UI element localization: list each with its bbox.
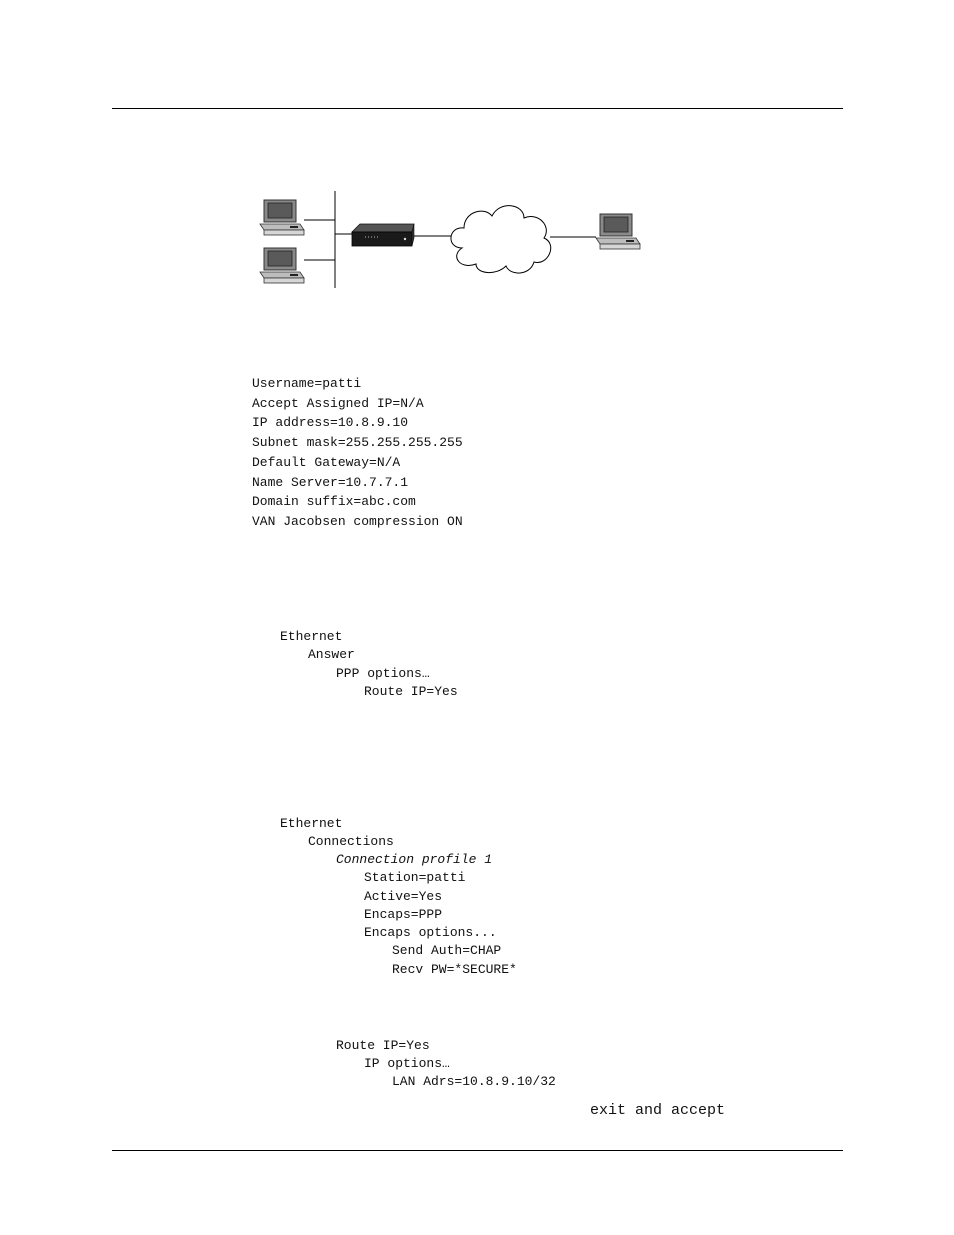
workstation-icon (260, 248, 304, 283)
setting-username: Username=patti (252, 376, 362, 391)
network-diagram (240, 186, 660, 296)
menu-lan-adrs: LAN Adrs=10.8.9.10/32 (392, 1074, 556, 1089)
router-icon (352, 224, 414, 246)
workstation-icon (596, 214, 640, 249)
setting-accept-assigned-ip: Accept Assigned IP=N/A (252, 396, 424, 411)
workstation-icon (260, 200, 304, 235)
menu-recv-pw: Recv PW=*SECURE* (392, 962, 517, 977)
menu-active: Active=Yes (364, 889, 443, 904)
menu-route-ip: Route IP=Yes (336, 1038, 430, 1053)
setting-ip-address: IP address=10.8.9.10 (252, 415, 409, 430)
menu-ppp-options: PPP options… (336, 666, 430, 681)
menu-connections: Connections (308, 834, 394, 849)
menu-station: Station=patti (364, 870, 466, 885)
menu-encaps: Encaps=PPP (364, 907, 443, 922)
exit-and-accept-text: exit and accept (590, 1102, 726, 1119)
menu-ethernet: Ethernet (280, 816, 343, 831)
setting-subnet-mask: Subnet mask=255.255.255.255 (252, 435, 463, 450)
menu-connection-profile: Connection profile 1 (336, 852, 493, 867)
cloud-icon (451, 206, 551, 273)
menu-route-ip: Route IP=Yes (364, 684, 458, 699)
menu-answer: Answer (308, 647, 355, 662)
menu-ethernet: Ethernet (280, 629, 343, 644)
setting-domain-suffix: Domain suffix=abc.com (252, 494, 416, 509)
menu-encaps-options: Encaps options... (364, 925, 497, 940)
setting-name-server: Name Server=10.7.7.1 (252, 475, 409, 490)
setting-default-gateway: Default Gateway=N/A (252, 455, 401, 470)
setting-van-jacobsen: VAN Jacobsen compression ON (252, 514, 463, 529)
bottom-rule (112, 1150, 843, 1151)
menu-ip-options: IP options… (364, 1056, 450, 1071)
top-rule (112, 108, 843, 109)
menu-send-auth: Send Auth=CHAP (392, 943, 502, 958)
